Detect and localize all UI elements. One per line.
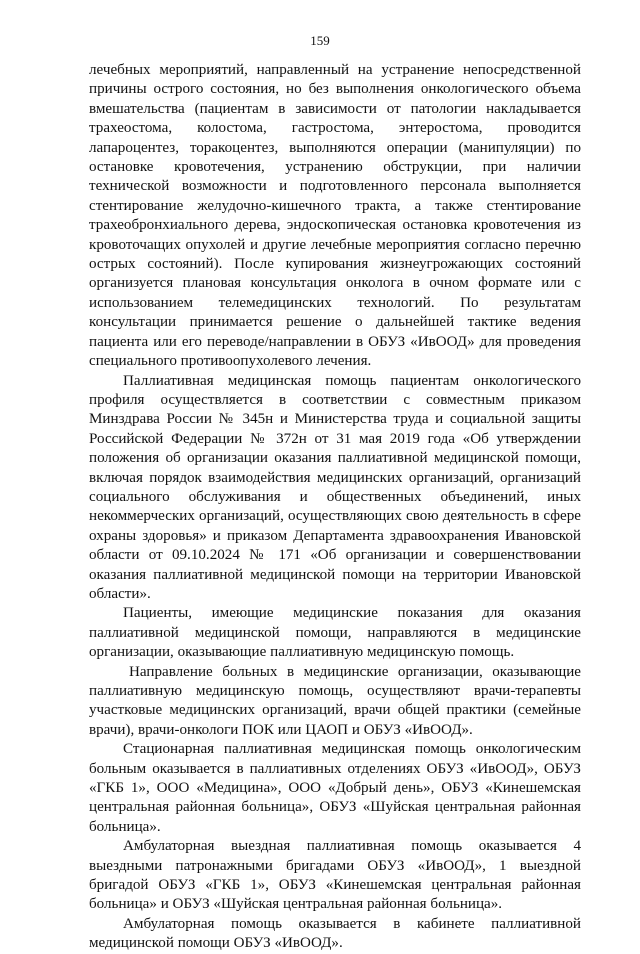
paragraph-outpatient-office: Амбулаторная помощь оказывается в кабинете паллиативной медицинской помощи ОБУЗ «ИвООД». (89, 915, 581, 952)
paragraph-referral: Направление больных в медицинские организации, оказывающие паллиативную медицинскую помощь, осуществляют врачи-терапевты участковые медицинских организаций, врачи общей практики (семейные врачи), врачи-онкологи ПОК или ЦАОП и ОБУЗ «ИвООД». (89, 663, 581, 738)
paragraph-palliative-indications: Пациенты, имеющие медицинские показания для оказания паллиативной медицинской помощи, направляются в медицинские организации, оказывающие паллиативную медицинскую помощь. (89, 605, 581, 661)
body-text (89, 61, 581, 954)
paragraph-emergency-care-continued: лечебных мероприятий, направленный на устранение непосредственной причины острого состояния, но без выполнения онкологического объема вмешательства (пациентам в зависимости от патологии накладывается трахеостома, колостома, гастростома, энтеростома, проводится лапароцентез, торакоцентез, выполняются операции (манипуляции) по остановке кровотечения, устранению обструкции, при наличии технической возможности и подготовленного персонала выполняется стентирование желудочно-кишечного тракта, а также стентирование трахеобронхиального дерева, эндоскопическая остановка кровотечения из кровоточащих опухолей и другие лечебные мероприятия согласно перечню острых состояний). После купирования жизнеугрожающих состояний организуется плановая консультация онколога в очном формате или с использованием телемедицинских технологий. По результатам консультации принимается решение о дальнейшей тактике ведения пациента или его переводе/направлении в ОБУЗ «ИвООД» для проведения специального противоопухолевого лечения. (89, 62, 581, 370)
page-number: 159 (310, 33, 330, 48)
paragraph-palliative-regulation: Паллиативная медицинская помощь пациентам онкологического профиля осуществляется в соответствии с совместным приказом Минздрава России № 345н и Министерства труда и социальной защиты Российской Федерации № 372н от 31 мая 2019 года «Об утверждении положения об организации оказания паллиативной медицинской помощи, включая порядок взаимодействия медицинских организаций, организаций социального обслуживания и общественных объединений, иных некоммерческих организаций, осуществляющих свою деятельность в сфере охраны здоровья» и приказом Департамента здравоохранения Ивановской области от 09.10.2024 № 171 «Об организации и совершенствовании оказания паллиативной медицинской помощи на территории Ивановской области». (89, 372, 581, 602)
paragraph-outpatient-mobile-teams: Амбулаторная выездная паллиативная помощь оказывается 4 выездными патронажными бригадами ОБУЗ «ИвООД», 1 выездной бригадой ОБУЗ «ГКБ 1», ОБУЗ «Кинешемская центральная районная больница» и ОБУЗ «Шуйская центральная районная больница». (89, 838, 581, 913)
paragraph-inpatient-palliative: Стационарная паллиативная медицинская помощь онкологическим больным оказывается в паллиативных отделениях ОБУЗ «ИвООД», ОБУЗ «ГКБ 1», ООО «Медицина», ООО «Добрый день», ОБУЗ «Кинешемская центральная районная больница», ОБУЗ «Шуйская центральная районная больница». (89, 741, 581, 835)
